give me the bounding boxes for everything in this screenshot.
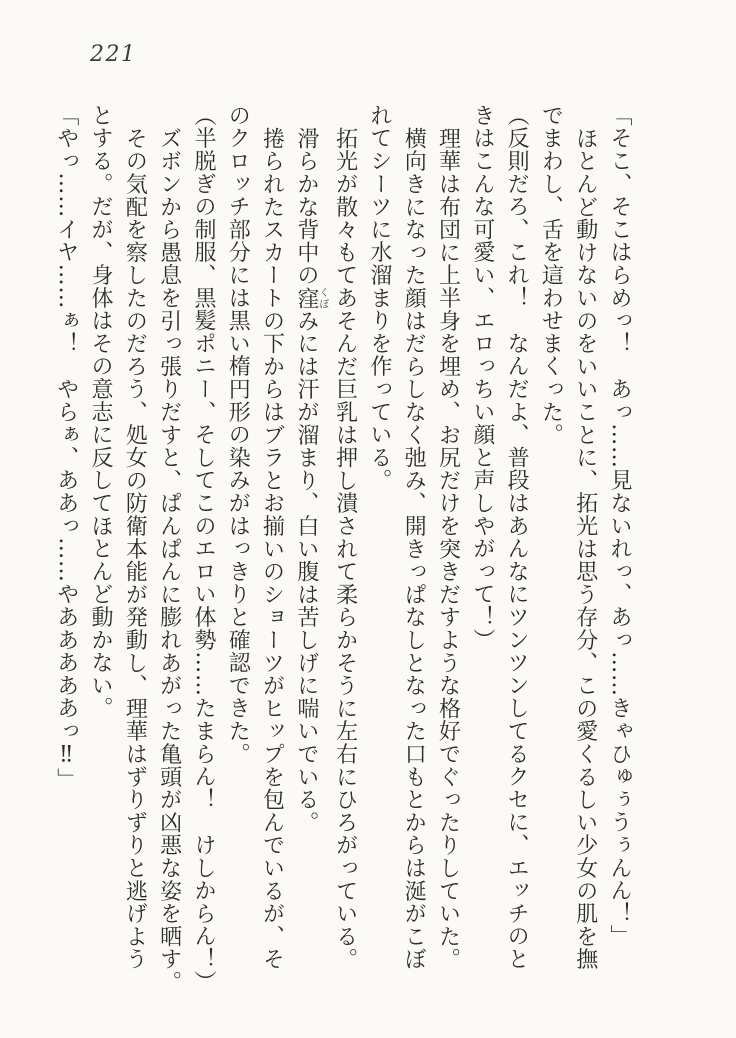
text-block bbox=[48, 104, 636, 994]
text-line: 理華は布団に上半身を埋め、お尻だけを突きだすような格好でぐったりしていた。 bbox=[435, 127, 461, 971]
text-line: ほとんど動けないのをいいことに、拓光は思う存分、この愛くるしい少女の肌を撫 bbox=[572, 127, 598, 971]
text-line: （反則だろ、これ！ なんだよ、普段はあんなにツンツンしてるクセに、エッチのと bbox=[504, 104, 530, 971]
text-line: その気配を察したのだろう、処女の防衛本能が発動し、理華はずりずりと逃げよう bbox=[122, 127, 148, 971]
text-line: 拓光が散々もてあそんだ巨乳は押し潰されて柔らかそうに左右にひろがっている。 bbox=[332, 127, 358, 971]
text-line: 「やっ……イヤ……ぁ！ やらぁ、ああっ……やあああああっ‼」 bbox=[53, 104, 79, 791]
text-line: 横向きになった顔はだらしなく弛み、開きっぱなしとなった口もとからは涎がこぼ bbox=[401, 127, 427, 971]
text-line: （半脱ぎの制服、黒髪ポニー、そしてこのエロい体勢……たまらん！ けしからん！） bbox=[190, 104, 216, 994]
text-line: のクロッチ部分には黒い楕円形の染みがはっきりと確認できた。 bbox=[225, 104, 251, 766]
text-line: ズボンから愚息を引っ張りだすと、ぱんぱんに膨れあがった亀頭が凶悪な姿を晒す。 bbox=[156, 127, 182, 994]
text-line: でまわし、舌を這わせまくった。 bbox=[538, 104, 564, 446]
page-number: 221 bbox=[90, 42, 137, 67]
text-line: 捲られたスカートの下からはブラとお揃いのショーツがヒップを包んでいるが、そ bbox=[259, 127, 285, 971]
text-line: 「そこ、そこはらめっ！ あっ……見ないれっ、あっ……きゃひゅぅうぅんん！」 bbox=[607, 104, 632, 948]
text-line: きはこんな可愛い、エロっちい顔と声しやがって！） bbox=[469, 104, 495, 652]
text-line: とする。だが、身体はその意志に反してほとんど動かない。 bbox=[88, 104, 114, 720]
ruby-annotation: 窪くぼ bbox=[293, 286, 328, 310]
text-line: れてシーツに水溜まりを作っている。 bbox=[366, 104, 392, 492]
text-line: 滑らかな背中の窪くぼみには汗が溜まり、白い腹は苦しげに喘いでいる。 bbox=[293, 127, 328, 834]
